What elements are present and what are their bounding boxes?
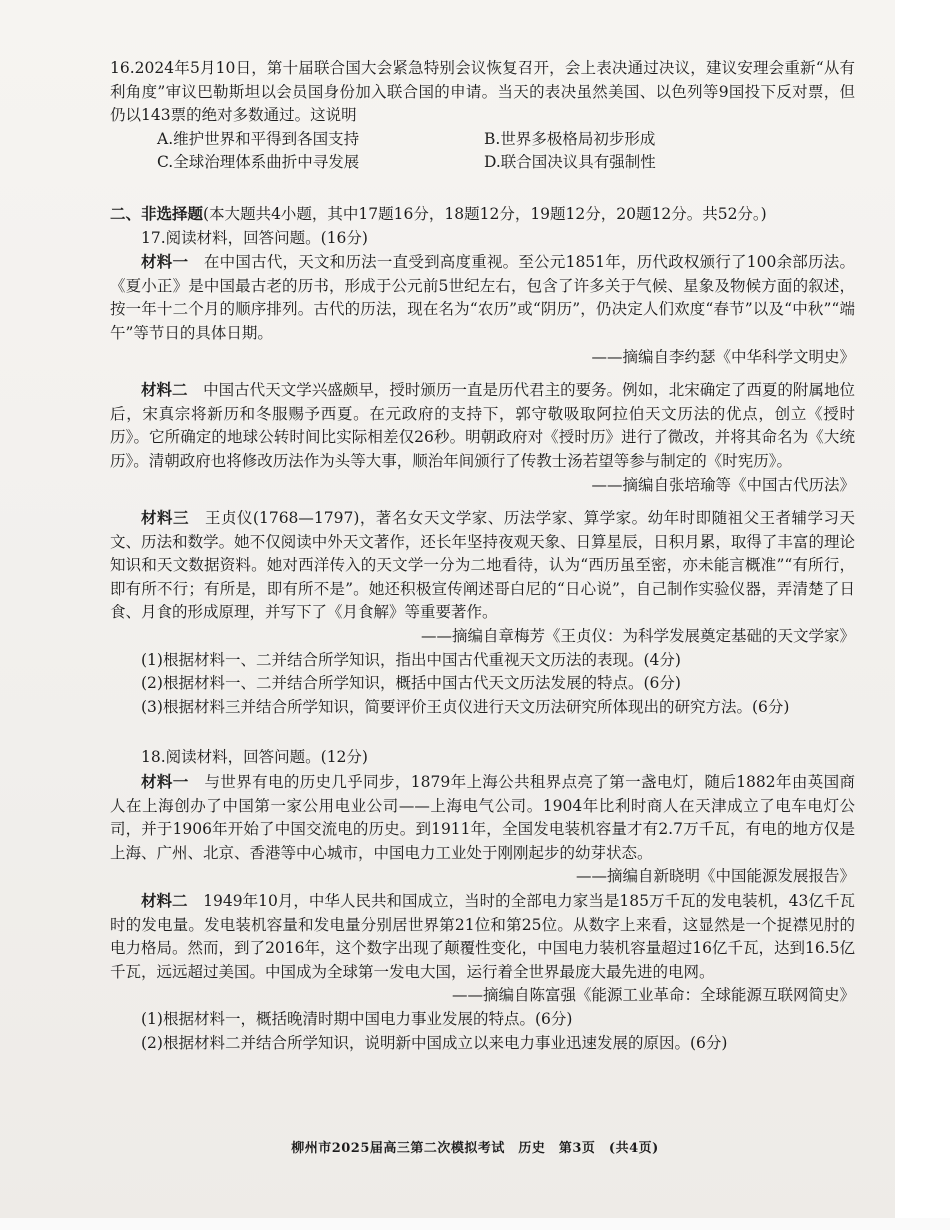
q17-m2-source: ——摘编自张培瑜等《中国古代历法》 [591,475,855,494]
q18-m2-source: ——摘编自陈富强《能源工业革命：全球能源互联网简史》 [451,986,855,1005]
q17-material3 [110,506,855,625]
q16-option-a: A.维护世界和平得到各国支持 [157,129,360,148]
q17-m2-text: 中国古代天文学兴盛颇早，授时颁历一直是历代君主的要务。例如，北宋确定了西夏的附属地位后，宋真宗将新历和冬服赐予西夏。在元政府的支持下，郭守敬吸取阿拉伯天文历法的优点，创立《授时历》。它所确定的地球公转时间比实际相差仅26秒。明朝政府对《授时历》进行了微改，并将其命名为《大统历》。清朝政府也将修改历法作为头等大事，顺治年间颁行了传教士汤若望等参与制定的《时宪历》。 [110,381,855,470]
q17-sub2: (2)根据材料一、二并结合所学知识，概括中国古代天文历法发展的特点。(6分) [141,674,681,693]
section2-note: (本大题共4小题，其中17题16分，18题12分，19题12分，20题12分。共52分。) [203,204,767,223]
page-content [110,57,855,1055]
q18-m1-label: 材料一 [141,772,189,792]
q16-option-b: B.世界多极格局初步形成 [484,129,656,148]
q18-material2 [110,889,855,984]
q18-m1-source: ——摘编自新晓明《中国能源发展报告》 [575,867,855,886]
q16-options [110,128,855,175]
q17-m1-source: ——摘编自李约瑟《中华科学文明史》 [591,347,855,366]
q16-option-c: C.全球治理体系曲折中寻发展 [157,153,360,172]
scan-bottom-edge [0,1218,950,1230]
q18-title: 18.阅读材料，回答问题。(12分) [141,748,368,767]
scan-edge [895,0,950,1230]
q18-m2-text: 1949年10月，中华人民共和国成立，当时的全部电力家当是185万千瓦的发电装机，43亿千瓦时的发电量。发电装机容量和发电量分别居世界第21位和第25位。从数字上来看，这显然是一个捉襟见肘的电力格局。然而，到了2016年，这个数字出现了颠覆性变化，中国电力装机容量超过16亿千瓦，达到16.5亿千瓦，远远超过美国。中国成为全球第一发电大国，运行着全世界最庞大最先进的电网。 [110,892,855,981]
q17-m3-text: 王贞仪(1768—1797)，著名女天文学家、历法学家、算学家。幼年时即随祖父王者辅学习天文、历法和数学。她不仅阅读中外天文著作，还长年坚持夜观天象、日算星辰，日积月累，取得了丰富的理论知识和天文数据资料。她对西洋传入的天文学一分为二地看待，认为“西历虽至密，亦未能言概准”“有所行，即有所不行；有所是，即有所不是”。她还积极宣传阐述哥白尼的“日心说”，自己制作实验仪器，弄清楚了日食、月食的形成原理，并写下了《月食解》等重要著作。 [110,509,855,622]
q18-m2-label: 材料二 [141,891,188,910]
q17-title: 17.阅读材料，回答问题。(16分) [141,228,368,247]
q17-m1-text: 在中国古代，天文和历法一直受到高度重视。至公元1851年，历代政权颁行了100余部历法。《夏小正》是中国最古老的历书，形成于公元前5世纪左右，包含了许多关于气候、星象及物候方面的叙述，按一年十二个月的顺序排列。古代的历法，现在名为“农历”或“阴历”，仍决定人们欢度“春节”以及“中秋”“端午”等节日的具体日期。 [110,253,855,342]
q18-sub2: (2)根据材料二并结合所学知识，说明新中国成立以来电力事业迅速发展的原因。(6分) [141,1033,728,1052]
q18-material1 [110,770,855,865]
q17-m2-label: 材料二 [141,380,188,400]
q17-sub3: (3)根据材料三并结合所学知识，简要评价王贞仪进行天文历法研究所体现出的研究方法。(6分) [141,697,790,716]
q17-m3-label: 材料三 [141,508,189,528]
section2-heading [110,202,855,227]
section2-title: 二、非选择题 [110,203,204,223]
q17-m1-label: 材料一 [141,252,189,272]
q17-material2 [110,378,855,473]
q16-option-d: D.联合国决议具有强制性 [484,153,656,172]
q16-stem: 16.2024年5月10日，第十届联合国大会紧急特别会议恢复召开，会上表决通过决议，建议安理会重新“从有利角度”审议巴勒斯坦以会员国身份加入联合国的申请。当天的表决虽然美国、以色列等9国投下反对票，但仍以143票的绝对多数通过。这说明 [110,59,855,125]
q17-m3-source: ——摘编自章梅芳《王贞仪：为科学发展奠定基础的天文学家》 [420,627,855,646]
q18-sub1: (1)根据材料一，概括晚清时期中国电力事业发展的特点。(6分) [141,1009,573,1028]
q17-sub1: (1)根据材料一、二并结合所学知识，指出中国古代重视天文历法的表现。(4分) [141,650,681,669]
page-footer: 柳州市2025届高三第二次模拟考试 历史 第3页 (共4页) [291,1141,659,1156]
q18-m1-text: 与世界有电的历史几乎同步，1879年上海公共租界点亮了第一盏电灯，随后1882年由英国商人在上海创办了中国第一家公用电业公司——上海电气公司。1904年比利时商人在天津成立了电车电灯公司，并于1906年开始了中国交流电的历史。到1911年，全国发电装机容量才有2.7万千瓦，有电的地方仅是上海、广州、北京、香港等中心城市，中国电力工业处于刚刚起步的幼芽状态。 [110,773,855,862]
q17-material1 [110,250,855,345]
